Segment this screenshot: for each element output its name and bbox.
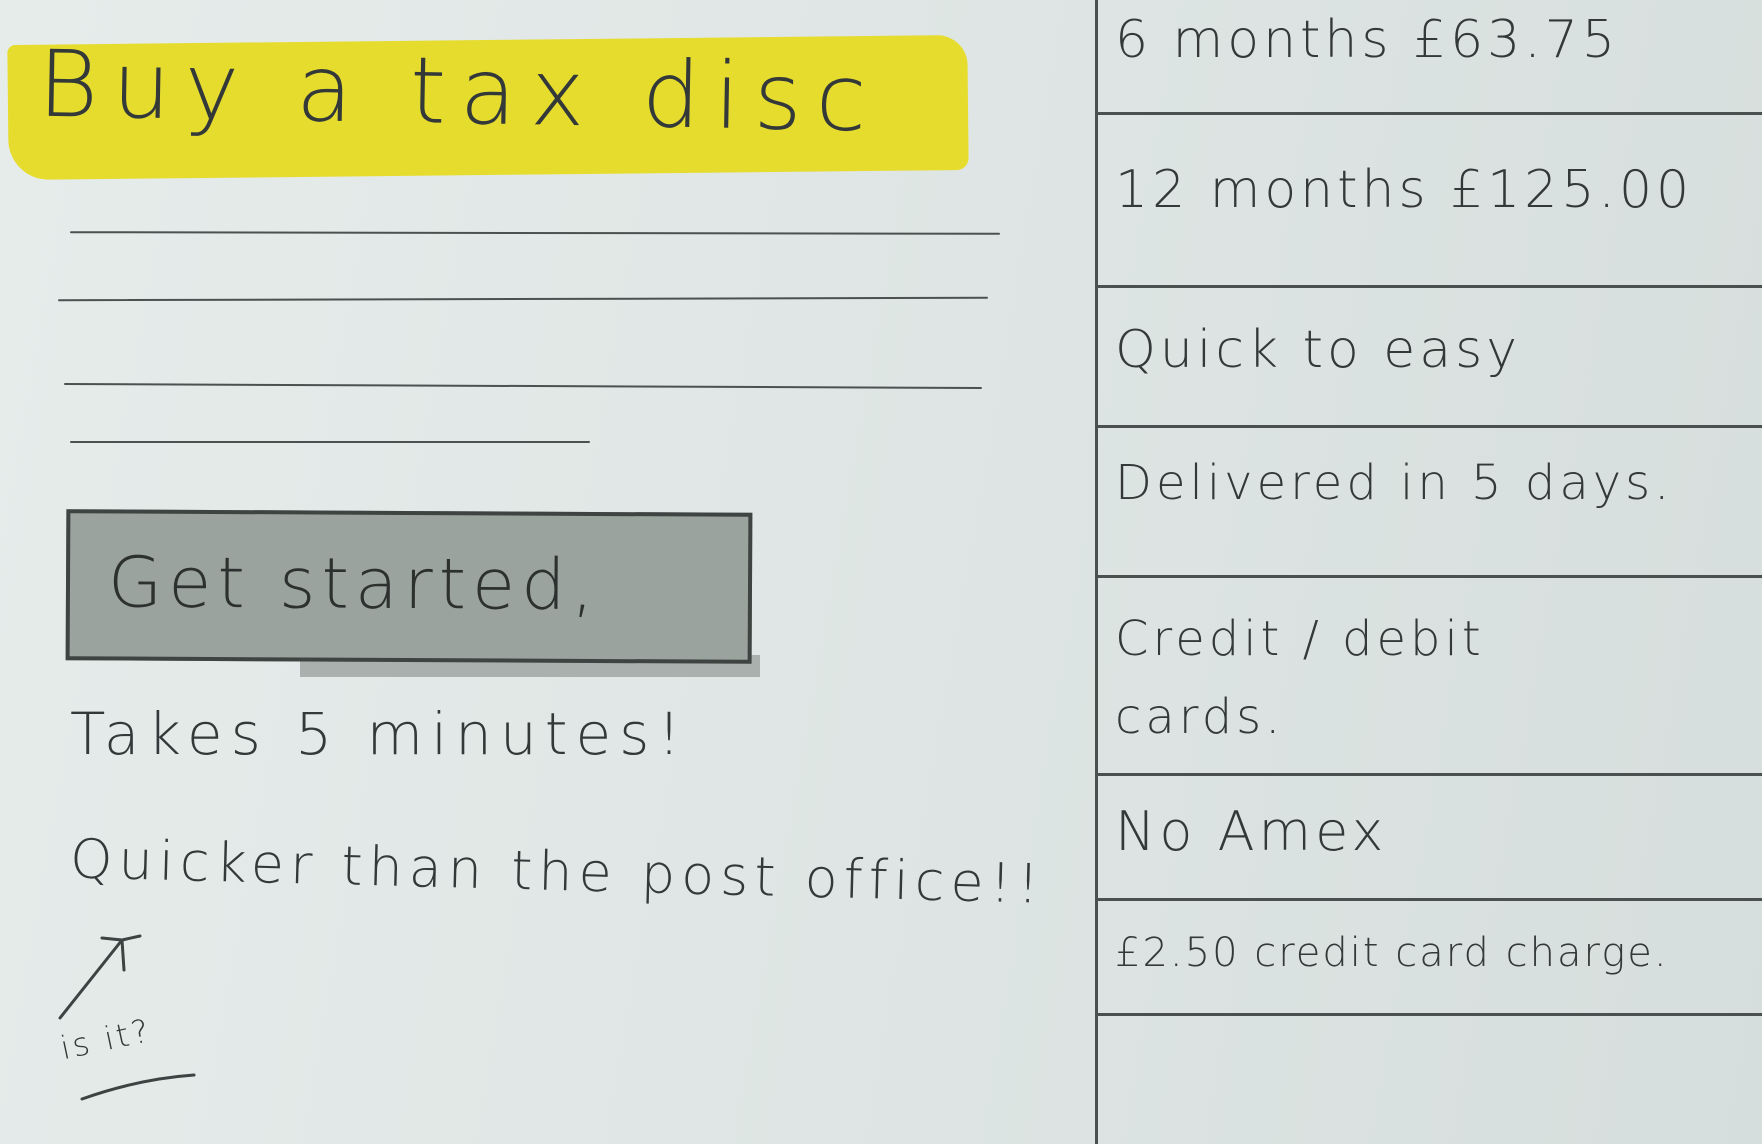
row-divider bbox=[1098, 575, 1762, 578]
row-divider bbox=[1098, 773, 1762, 776]
placeholder-text-line bbox=[58, 297, 988, 301]
get-started-button[interactable] bbox=[66, 509, 753, 664]
row-divider bbox=[1098, 112, 1762, 115]
sidebar-item-delivery: Delivered in 5 days. bbox=[1115, 455, 1674, 511]
duration-note: Takes 5 minutes! bbox=[70, 700, 689, 768]
get-started-label: Get started, bbox=[107, 541, 601, 626]
scrawl-underline bbox=[78, 1073, 198, 1103]
row-divider bbox=[1098, 898, 1762, 901]
sidebar-item-card-charge: £2.50 credit card charge. bbox=[1115, 930, 1669, 976]
sidebar-item-card-types: Credit / debit cards. bbox=[1115, 611, 1485, 745]
placeholder-text-line bbox=[70, 441, 590, 443]
comparison-note: Quicker than the post office!! bbox=[69, 827, 1046, 916]
placeholder-text-line bbox=[64, 383, 982, 389]
row-divider bbox=[1098, 425, 1762, 428]
placeholder-text-line bbox=[70, 231, 1000, 235]
sidebar-item-6-months-price: 6 months £63.75 bbox=[1115, 10, 1619, 70]
sidebar-item-no-amex: No Amex bbox=[1115, 800, 1388, 863]
sidebar-item-quick-easy: Quick to easy bbox=[1115, 320, 1522, 380]
page-title: Buy a tax disc bbox=[37, 30, 882, 153]
question-note: is it? bbox=[57, 1010, 156, 1068]
row-divider bbox=[1098, 1013, 1762, 1016]
sidebar-divider bbox=[1095, 0, 1098, 1144]
sidebar-item-12-months-price: 12 months £125.00 bbox=[1115, 160, 1694, 220]
arrow-icon bbox=[52, 930, 172, 1020]
row-divider bbox=[1098, 285, 1762, 288]
